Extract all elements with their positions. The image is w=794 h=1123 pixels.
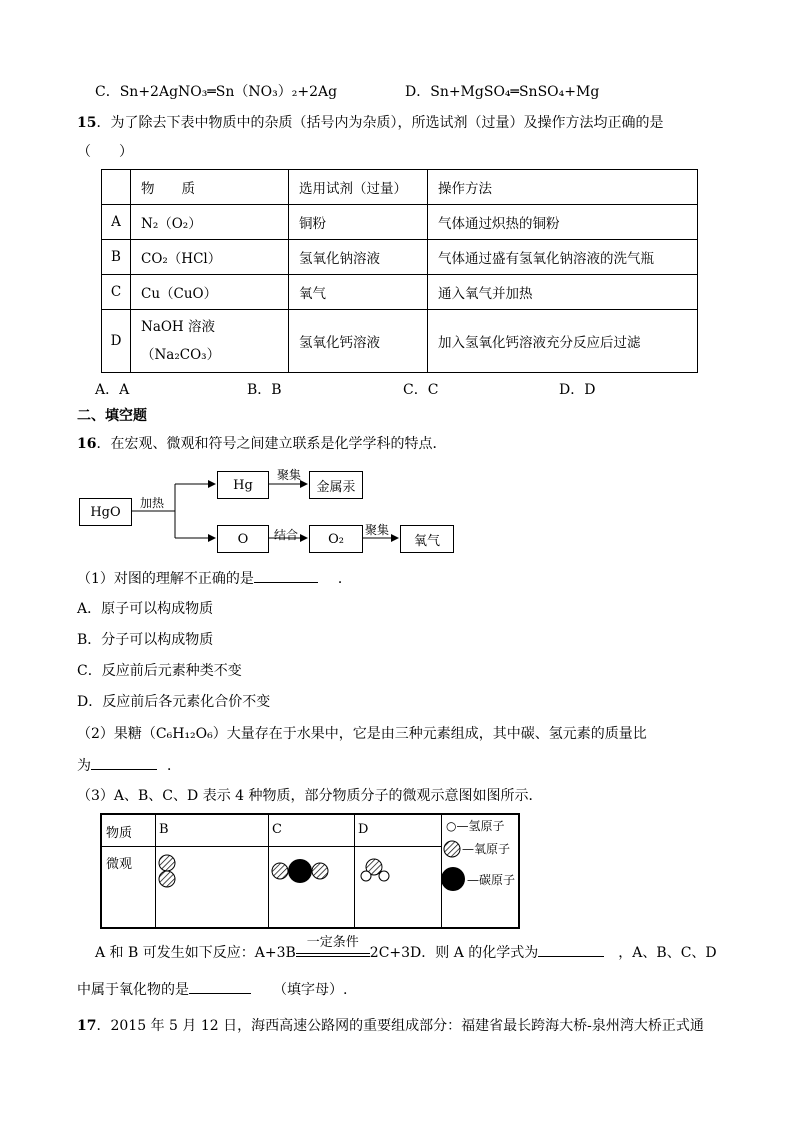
answer-blank bbox=[189, 979, 251, 994]
part2-end: ． bbox=[167, 758, 181, 774]
q16-part1 bbox=[77, 568, 352, 589]
q14-option-d: D．Sn+MgSO₄═SnSO₄+Mg bbox=[405, 84, 600, 100]
mercury-box: 金属汞 bbox=[309, 471, 363, 499]
substance-cell: Cu（CuO） bbox=[131, 275, 289, 310]
table-header: 选用试剂（过量） bbox=[289, 170, 428, 205]
legend-hydrogen: ○—氢原子 bbox=[446, 819, 505, 833]
gather-label-1: 聚集 bbox=[277, 468, 302, 482]
condition-text: 一定条件 bbox=[306, 935, 359, 950]
q17-stem bbox=[77, 1016, 704, 1036]
equation-suffix: 2C+3D．则 A 的化学式为 bbox=[369, 945, 539, 961]
row-label: B bbox=[102, 240, 131, 275]
equation-sign bbox=[296, 953, 370, 957]
header-b: B bbox=[159, 822, 169, 837]
reagent-cell: 铜粉 bbox=[289, 205, 428, 240]
q15-choice-d: D．D bbox=[559, 382, 596, 398]
q16-part2-line2 bbox=[77, 755, 181, 776]
answer-blank bbox=[538, 942, 604, 957]
q16-stem-text: ．在宏观、微观和符号之间建立联系是化学学科的特点． bbox=[96, 436, 447, 452]
oxide-prefix: 中属于氧化物的是 bbox=[77, 982, 189, 998]
substance-cell: N₂（O₂） bbox=[131, 205, 289, 240]
method-cell: 加入氢氧化钙溶液充分反应后过滤 bbox=[428, 310, 698, 373]
section-title: 二、填空题 bbox=[77, 408, 147, 424]
q16-equation-line bbox=[95, 935, 717, 963]
molecule-b-o2 bbox=[159, 855, 175, 887]
reaction-condition bbox=[296, 935, 370, 957]
oxygen-box: 氧气 bbox=[400, 525, 454, 553]
table-header: 物 质 bbox=[131, 170, 289, 205]
reagent-cell: 氧气 bbox=[289, 275, 428, 310]
table-header: 操作方法 bbox=[428, 170, 698, 205]
header-substance: 物质 bbox=[106, 826, 133, 841]
part2-prefix: 为 bbox=[77, 758, 91, 774]
substance-line-1: NaOH 溶液 bbox=[141, 319, 215, 335]
heat-label: 加热 bbox=[140, 496, 165, 510]
q15-choice-a: A．A bbox=[95, 382, 130, 398]
q15-answer-paren: （ ） bbox=[77, 144, 133, 160]
carbon-atom-icon bbox=[441, 867, 465, 891]
legend-carbon: —碳原子 bbox=[467, 873, 516, 887]
method-cell: 通入氧气并加热 bbox=[428, 275, 698, 310]
answer-blank bbox=[254, 568, 318, 583]
gather-label-2: 聚集 bbox=[365, 523, 390, 537]
p1-option-b: B．分子可以构成物质 bbox=[77, 632, 214, 648]
q14-option-c: C．Sn+2AgNO₃═Sn（NO₃）₂+2Ag bbox=[95, 84, 338, 100]
q15-choice-b: B．B bbox=[247, 382, 282, 398]
molecule-d-h2o bbox=[361, 859, 389, 881]
reagent-cell: 氢氧化钙溶液 bbox=[289, 310, 428, 373]
q17-text: ．2015 年 5 月 12 日，海西高速公路网的重要组成部分：福建省最长跨海大桥-泉州湾大桥正式通 bbox=[96, 1018, 704, 1034]
row-label: C bbox=[102, 275, 131, 310]
answer-blank bbox=[91, 755, 157, 770]
row-label-micro: 微观 bbox=[106, 857, 133, 872]
p1-option-a: A．原子可以构成物质 bbox=[77, 601, 214, 617]
q16-part3: （3）A、B、C、D 表示 4 种物质，部分物质分子的微观示意图如图所示． bbox=[77, 788, 543, 804]
flow-arrows bbox=[0, 0, 794, 560]
equation-tail: ，A、B、C、D bbox=[618, 945, 717, 961]
q16-oxide-line bbox=[77, 979, 347, 1000]
q15-stem-text: ．为了除去下表中物质中的杂质（括号内为杂质），所选试剂（过量）及操作方法均正确的是 bbox=[96, 115, 664, 131]
q15-choice-c: C．C bbox=[403, 382, 439, 398]
part1-end: ． bbox=[337, 571, 352, 587]
header-c: C bbox=[272, 822, 282, 837]
row-label: A bbox=[102, 205, 131, 240]
reagent-cell: 氢氧化钠溶液 bbox=[289, 240, 428, 275]
hgo-box: HgO bbox=[79, 498, 132, 526]
hg-box: Hg bbox=[217, 471, 269, 499]
o2-box: O₂ bbox=[309, 525, 363, 553]
oxygen-atom-icon bbox=[444, 841, 460, 857]
q15-number: 15 bbox=[77, 115, 97, 131]
combine-label: 结合 bbox=[274, 528, 299, 542]
micro-table bbox=[100, 813, 520, 929]
row-label: D bbox=[102, 310, 131, 373]
method-cell: 气体通过盛有氢氧化钠溶液的洗气瓶 bbox=[428, 240, 698, 275]
equation-prefix: A 和 B 可发生如下反应：A+3B bbox=[95, 945, 296, 961]
header-d: D bbox=[358, 822, 369, 837]
q17-number: 17 bbox=[77, 1018, 97, 1034]
substance-cell: CO₂（HCl） bbox=[131, 240, 289, 275]
p1-option-c: C．反应前后元素种类不变 bbox=[77, 663, 242, 679]
molecule-c-co2 bbox=[272, 859, 328, 883]
substance-line-2: （Na₂CO₃） bbox=[141, 347, 221, 363]
oxide-suffix: （填字母）. bbox=[273, 982, 348, 998]
legend-oxygen: —氧原子 bbox=[462, 842, 511, 856]
q16-part2-line1: （2）果糖（C₆H₁₂O₆）大量存在于水果中，它是由三种元素组成，其中碳、氢元素的质量比 bbox=[77, 726, 647, 742]
p1-option-d: D．反应前后各元素化合价不变 bbox=[77, 694, 271, 710]
q16-number: 16 bbox=[77, 436, 97, 452]
method-cell: 气体通过炽热的铜粉 bbox=[428, 205, 698, 240]
part1-text: （1）对图的理解不正确的是 bbox=[77, 571, 254, 587]
o-atom-box: O bbox=[217, 525, 269, 553]
